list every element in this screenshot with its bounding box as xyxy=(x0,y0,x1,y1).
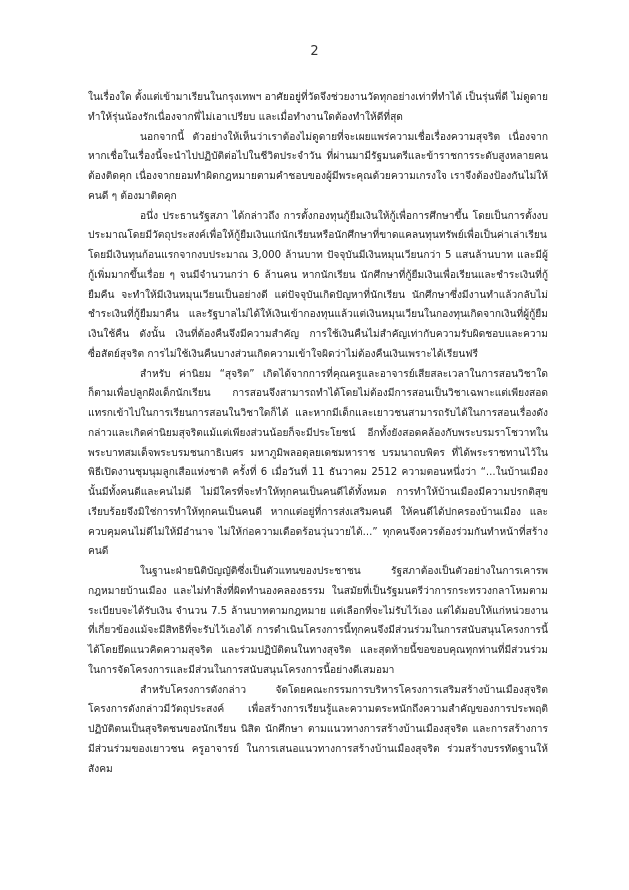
page-number: 2 xyxy=(310,44,319,59)
paragraph-project-objectives: สำหรับโครงการดังกล่าว จัดโดยคณะกรรมการบริหารโครงการเสริมสร้างบ้านเมืองสุจริต โครงการดังกล่าวมีวัตถุประสงค์ เพื่อสร้างการเรียนรู้และความตระหนักถึงความสำคัญของการประพฤติปฏิบัติตนเป็นสุจริตชนของนักเรียน นิสิต นักศึกษา ตามแนวทางการสร้างบ้านเมืองสุจริต และการสร้างการมีส่วนร่วมของเยาวชน ครูอาจารย์ ในการเสนอแนวทางการสร้างบ้านเมืองสุจริต ร่วมสร้างบรรทัดฐานให้สังคม xyxy=(88,684,548,775)
paragraph-spreading-honesty: นอกจากนี้ ตัวอย่างให้เห็นว่าเราต้องไม่ดูดายที่จะเผยแพร่ความเชื่อเรื่องความสุจริต เนื่องจากหากเชื่อในเรื่องนี้จะนำไปปฏิบัติต่อไปในชีวิตประจำวัน ที่ผ่านมามีรัฐมนตรีและข้าราชการระดับสูงหลายคนต้องติดคุก เนื่องจากยอมทำผิดกฎหมายตามคำชอบของผู้มีพระคุณด้วยความเกรงใจ เราจึงต้องป้องกันไม่ให้คนดี ๆ ต้องมาติดคุก xyxy=(88,131,548,202)
paragraph-honesty-values: สำหรับ ค่านิยม “สุจริต” เกิดได้จากการที่คุณครูและอาจารย์เสียสละเวลาในการสอนวิชาใดก็ตามเพื่อปลูกฝังเด็กนักเรียน การสอนจึงสามารถทำได้โดยไม่ต้องมีการสอนเป็นวิชาเฉพาะแต่เพียงสอดแทรกเข้าไปในการเรียนการสอนในวิชาใดก็ได้ และหากมีเด็กและเยาวชนสามารถรับได้ในการสอนเรื่องดังกล่าวและเกิดค่านิยมสุจริตแม้แต่เพียงส่วนน้อยก็จะมีประโยชน์ อีกทั้งยังสอดคล้องกับพระบรมราโชวาทในพระบาทสมเด็จพระบรมชนกาธิเบศร มหาภูมิพลอดุลยเดชมหาราช บรมนาถบพิตร ที่ได้พระราชทานไว้ในพิธีเปิดงานชุมนุมลูกเสือแห่งชาติ ครั้งที่ 6 เมื่อวันที่ 11 ธันวาคม 2512 ความตอนหนึ่งว่า “...ในบ้านเมืองนั้นมีทั้งคนดีและคนไม่ดี ไม่มีใครที่จะทำให้ทุกคนเป็นคนดีได้ทั้งหมด การทำให้บ้านเมืองมีความปรกติสุขเรียบร้อยจึงมิใช่การทำให้ทุกคนเป็นคนดี หากแต่อยู่ที่การส่งเสริมคนดี ให้คนดีได้ปกครองบ้านเมือง และควบคุมคนไม่ดีไม่ให้มีอำนาจ ไม่ให้ก่อความเดือดร้อนวุ่นวายได้...” ทุกคนจึงควรต้องร่วมกันทำหน้าที่สร้างคนดี xyxy=(88,368,548,558)
paragraph-legislative-role: ในฐานะฝ่ายนิติบัญญัติซึ่งเป็นตัวแทนของประชาชน รัฐสภาต้องเป็นตัวอย่างในการเคารพกฎหมายบ้านเมือง และไม่ทำสิ่งที่ผิดทำนองคลองธรรม ในสมัยที่เป็นรัฐมนตรีว่าการกระทรวงกลาโหมตามระเบียบจะได้รับเงิน จำนวน 7.5 ล้านบาทตามกฎหมาย แต่เลือกที่จะไม่รับไว้เอง แต่ได้มอบให้แก่หน่วยงานที่เกี่ยวข้องแม้จะมีสิทธิที่จะรับไว้เองได้ การดำเนินโครงการนี้ทุกคนจึงมีส่วนร่วมในการสนับสนุนโครงการนี้ได้โดยยึดแนวคิดความสุจริต และร่วมปฏิบัติตนในทางสุจริต และสุดท้ายนี้ขอขอบคุณทุกท่านที่มีส่วนร่วมในการจัดโครงการและมีส่วนในการสนับสนุนโครงการนี้อย่างดีเสมอมา xyxy=(88,566,548,676)
paragraph-continuation: ในเรื่องใด ตั้งแต่เข้ามาเรียนในกรุงเทพฯ อาศัยอยู่ที่วัดจึงช่วยงานวัดทุกอย่างเท่าที่ทำได้ เป็นรุ่นพี่ดี ไม่ดูดาย ทำให้รุ่นน้องรักเนื่องจากพี่ไม่เอาเปรียบ และเมื่อทำงานใดต้องทำให้ดีที่สุด xyxy=(88,92,548,123)
paragraph-student-loan-fund: อนึ่ง ประธานรัฐสภา ได้กล่าวถึง การตั้งกองทุนกู้ยืมเงินให้กู้เพื่อการศึกษาขึ้น โดยเป็นการตั้งงบประมาณโดยมีวัตถุประสงค์เพื่อให้กู้ยืมเงินแก่นักเรียนหรือนักศึกษาที่ขาดแคลนทุนทรัพย์เพื่อเป็นค่าเล่าเรียน โดยมีเงินทุนก้อนแรกจากงบประมาณ 3,000 ล้านบาท ปัจจุบันมีเงินหมุนเวียนกว่า 5 แสนล้านบาท และมีผู้กู้เพิ่มมากขึ้นเรื่อย ๆ จนมีจำนวนกว่า 6 ล้านคน หากนักเรียน นักศึกษาที่กู้ยืมเงินเพื่อเรียนและชำระเงินที่กู้ยืมคืน จะทำให้มีเงินหมุนเวียนเป็นอย่างดี แต่ปัจจุบันเกิดปัญหาที่นักเรียน นักศึกษาซึ่งมีงานทำแล้วกลับไม่ชำระเงินที่กู้ยืมมาคืน และรัฐบาลไม่ได้ให้เงินเข้ากองทุนแล้วแต่เงินหมุนเวียนในกองทุนเกิดจากเงินที่ผู้กู้ยืมเงินใช้คืน ดังนั้น เงินที่ต้องคืนจึงมีความสำคัญ การใช้เงินคืนไม่สำคัญเท่ากับความรับผิดชอบและความซื่อสัตย์สุจริต การไม่ใช้เงินคืนบางส่วนเกิดความเข้าใจผิดว่าไม่ต้องคืนเงินเพราะได้เรียนฟรี xyxy=(88,210,548,360)
body-text xyxy=(88,88,548,779)
